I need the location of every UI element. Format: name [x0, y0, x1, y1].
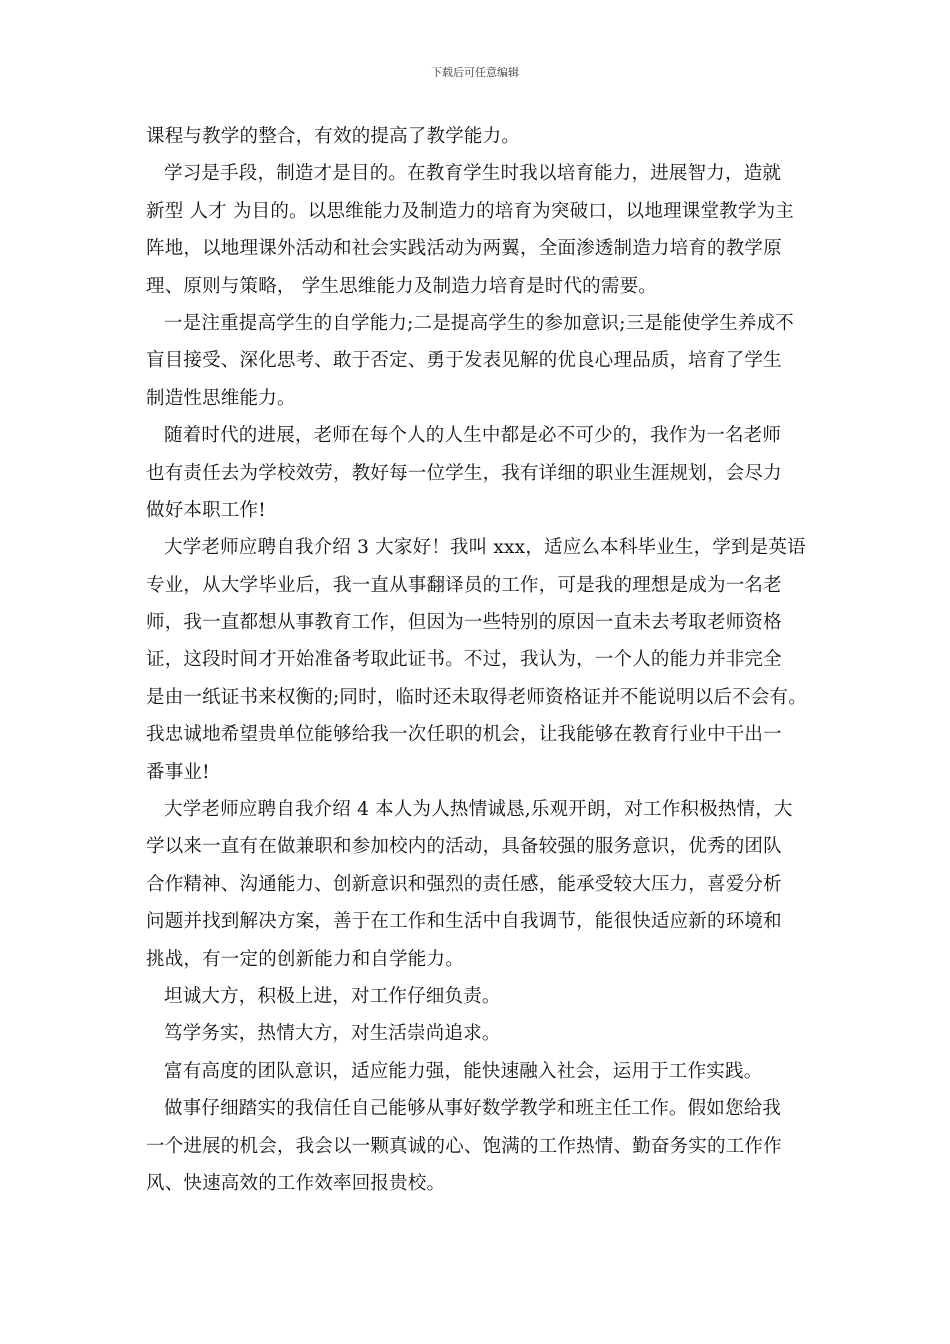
document-body	[146, 118, 814, 1202]
text-line: 问题并找到解决方案，善于在工作和生活中自我调节，能很快适应新的环境和	[146, 911, 782, 933]
text-line: 大学老师应聘自我介绍 4 本人为人热情诚恳,乐观开朗，对工作积极热情，大	[164, 799, 793, 821]
text-line: 制造性思维能力。	[146, 387, 296, 409]
text-line: 学以来一直有在做兼职和参加校内的活动，具备较强的服务意识，优秀的团队	[146, 836, 782, 858]
text-line: 我忠诚地希望贵单位能够给我一次任职的机会，让我能够在教育行业中干出一	[146, 724, 782, 746]
text-line: 专业，从大学毕业后，我一直从事翻译员的工作，可是我的理想是成为一名老	[146, 574, 782, 596]
text-line: 笃学务实，热情大方，对生活崇尚追求。	[164, 1023, 501, 1045]
text-line: 阵地，以地理课外活动和社会实践活动为两翼，全面渗透制造力培育的教学原	[146, 238, 782, 260]
text-line: 师，我一直都想从事教育工作，但因为一些特别的原因一直未去考取老师资格	[146, 612, 782, 634]
text-line: 番事业!	[146, 761, 210, 783]
text-line: 富有高度的团队意识，适应能力强，能快速融入社会，运用于工作实践。	[164, 1060, 763, 1082]
text-line: 一是注重提高学生的自学能力;二是提高学生的参加意识;三是能使学生养成不	[164, 312, 794, 334]
text-line: 也有责任去为学校效劳，教好每一位学生，我有详细的职业生涯规划，会尽力	[146, 462, 782, 484]
text-line: 理、原则与策略， 学生思维能力及制造力培育是时代的需要。	[146, 275, 657, 297]
text-line: 盲目接受、深化思考、敢于否定、勇于发表见解的优良心理品质，培育了学生	[146, 350, 782, 372]
text-line: 一个进展的机会，我会以一颗真诚的心、饱满的工作热情、勤奋务实的工作作	[146, 1135, 782, 1157]
text-line: 证，这段时间才开始准备考取此证书。不过，我认为，一个人的能力并非完全	[146, 649, 782, 671]
text-line: 新型 人才 为目的。以思维能力及制造力的培育为突破口，以地理课堂教学为主	[146, 200, 794, 222]
text-line: 坦诚大方，积极上进，对工作仔细负责。	[164, 985, 501, 1007]
text-line: 挑战，有一定的创新能力和自学能力。	[146, 948, 464, 970]
text-line: 随着时代的进展，老师在每个人的人生中都是必不可少的，我作为一名老师	[164, 425, 782, 447]
text-line: 学习是手段，制造才是目的。在教育学生时我以培育能力，进展智力，造就	[164, 163, 782, 185]
text-line: 大学老师应聘自我介绍 3 大家好！我叫 xxx，适应么本科毕业生，学到是英语	[164, 537, 806, 559]
text-line: 课程与教学的整合，有效的提高了教学能力。	[146, 126, 521, 147]
page-header: 下载后可任意编辑	[431, 66, 519, 79]
text-line: 做事仔细踏实的我信任自己能够从事好数学教学和班主任工作。假如您给我	[164, 1098, 782, 1120]
text-line: 是由一纸证书来权衡的;同时，临时还未取得老师资格证并不能说明以后不会有。	[146, 686, 807, 708]
text-line: 合作精神、沟通能力、创新意识和强烈的责任感，能承受较大压力，喜爱分析	[146, 873, 782, 895]
text-line: 做好本职工作!	[146, 499, 266, 521]
text-line: 风、快速高效的工作效率回报贵校。	[146, 1172, 446, 1194]
